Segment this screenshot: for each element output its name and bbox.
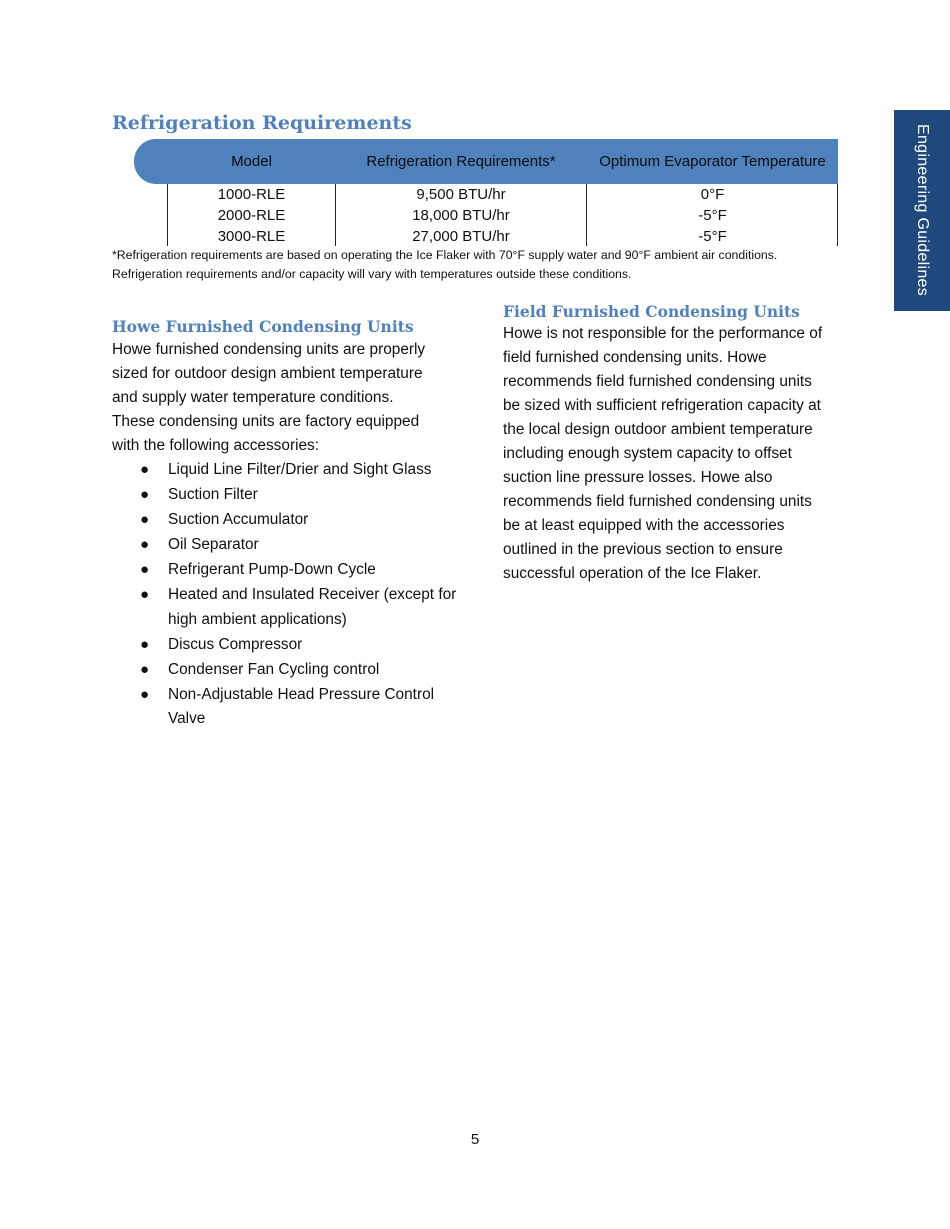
footnote-line: *Refrigeration requirements are based on operating the Ice Flaker with 70°F supply water and 90°F ambient air conditions. (112, 248, 778, 262)
paragraph-line: Howe furnished condensing units are properly (112, 341, 426, 358)
cell-model: 1000-RLE (217, 186, 286, 203)
paragraph-line: be at least equipped with the accessories (503, 517, 785, 534)
list-item-label: Condenser Fan Cycling control (168, 660, 380, 678)
list-item: ● Discus Compressor (140, 635, 303, 653)
list-item-label: Oil Separator (168, 536, 259, 553)
list-item-label: Refrigerant Pump-Down Cycle (168, 561, 376, 578)
table-row (0, 205, 950, 226)
header-refrigeration-requirements: Refrigeration Requirements* (366, 153, 556, 170)
table-footnote (112, 246, 852, 284)
paragraph-line: including enough system capacity to offset (503, 445, 792, 462)
paragraph-line: These condensing units are factory equipped (112, 413, 420, 430)
list-item-label: Discus Compressor (168, 635, 303, 653)
paragraph-line: recommends field furnished condensing units (503, 373, 812, 390)
paragraph-line: suction line pressure losses. Howe also (503, 469, 773, 486)
table-row (0, 184, 950, 205)
howe-units-paragraph (112, 338, 425, 458)
list-item: ● Suction Filter (140, 486, 258, 503)
paragraph-line: Howe is not responsible for the performance of (503, 325, 823, 342)
paragraph-line: and supply water temperature conditions. (112, 389, 394, 406)
cell-requirement: 9,500 BTU/hr (416, 186, 506, 203)
paragraph-line: field furnished condensing units. Howe (503, 349, 767, 366)
header-model: Model (231, 153, 272, 170)
list-item-label: Heated and Insulated Receiver (except for high ambient applications) (168, 586, 457, 628)
table-row (0, 226, 950, 247)
list-item: ● Suction Accumulator (140, 511, 309, 528)
cell-temperature: -5°F (698, 228, 727, 245)
cell-requirement: 27,000 BTU/hr (412, 228, 510, 245)
cell-requirement: 18,000 BTU/hr (412, 207, 510, 224)
howe-units-heading: Howe Furnished Condensing Units (112, 317, 414, 336)
list-item: ● Refrigerant Pump-Down Cycle (140, 561, 376, 578)
list-item-label: Suction Accumulator (168, 511, 309, 528)
list-item-label: Liquid Line Filter/Drier and Sight Glass (168, 461, 432, 478)
paragraph-line: recommends field furnished condensing units (503, 493, 812, 510)
cell-model: 3000-RLE (217, 228, 286, 245)
paragraph-line: successful operation of the Ice Flaker. (503, 565, 762, 582)
page-number: 5 (470, 1131, 480, 1148)
header-evaporator-temperature: Optimum Evaporator Temperature (599, 153, 826, 170)
list-item: ● Condenser Fan Cycling control (140, 660, 380, 678)
footnote-line: Refrigeration requirements and/or capacity will vary with temperatures outside these conditions. (112, 267, 632, 281)
section-tab-label: Engineering Guidelines (914, 124, 931, 297)
paragraph-line: sized for outdoor design ambient temperature (112, 365, 423, 382)
paragraph-line: outlined in the previous section to ensure (503, 541, 783, 558)
list-item: ● Heated and Insulated Receiver (except for high ambient applications) (140, 586, 457, 628)
paragraph-line: with the following accessories: (112, 437, 320, 454)
accessories-list (140, 458, 460, 732)
paragraph-line: be sized with sufficient refrigeration capacity at (503, 397, 821, 414)
field-units-paragraph (503, 322, 822, 586)
list-item-label: Suction Filter (168, 486, 258, 503)
paragraph-line: the local design outdoor ambient temperature (503, 421, 813, 438)
refrigeration-heading: Refrigeration Requirements (112, 112, 412, 134)
list-item: ● Non-Adjustable Head Pressure Control Valve (140, 685, 435, 727)
cell-temperature: -5°F (698, 207, 727, 224)
list-item: ● Liquid Line Filter/Drier and Sight Glass (140, 461, 432, 478)
field-units-heading: Field Furnished Condensing Units (503, 302, 800, 321)
cell-model: 2000-RLE (217, 207, 286, 224)
list-item: ● Oil Separator (140, 536, 259, 553)
list-item-label: Non-Adjustable Head Pressure Control Valve (168, 685, 435, 727)
cell-temperature: 0°F (700, 186, 725, 203)
